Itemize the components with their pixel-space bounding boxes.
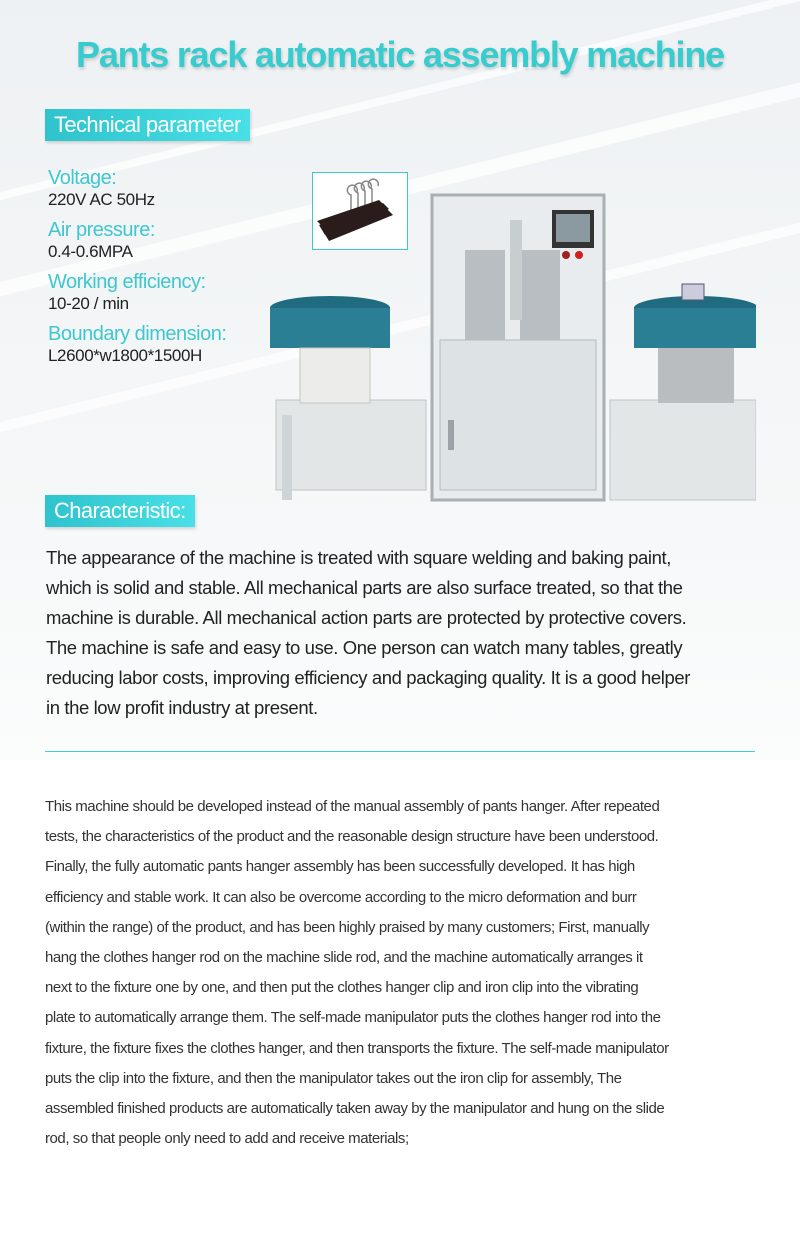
param-value: 220V AC 50Hz <box>48 190 155 209</box>
text-line: The machine is safe and easy to use. One person can watch many tables, greatly <box>46 637 683 658</box>
text-line: reducing labor costs, improving efficiency and packaging quality. It is a good helper <box>46 667 691 688</box>
param-label: Voltage: <box>48 167 117 189</box>
technical-parameter-heading: Technical parameter <box>45 109 250 141</box>
text-line: assembled finished products are automatically taken away by the manipulator and hung on the slide <box>45 1099 665 1117</box>
text-line: fixture, the fixture fixes the clothes hanger, and then transports the fixture. The self-made manipulator <box>45 1039 669 1057</box>
text-line: Finally, the fully automatic pants hanger assembly has been successfully developed. It has high <box>45 858 635 876</box>
divider <box>45 751 755 752</box>
text-line: tests, the characteristics of the product and the reasonable design structure have been understood. <box>45 828 659 846</box>
text-line: plate to automatically arrange them. The self-made manipulator puts the clothes hanger rod into the <box>45 1009 661 1027</box>
text-line: efficiency and stable work. It can also be overcome according to the micro deformation and burr <box>45 888 637 906</box>
text-line: which is solid and stable. All mechanical parts are also surface treated, so that the <box>46 577 683 598</box>
text-line: hang the clothes hanger rod on the machine slide rod, and the machine automatically arranges it <box>45 948 643 966</box>
param-value: 10-20 / min <box>48 294 129 313</box>
text-line: machine is durable. All mechanical action parts are protected by protective covers. <box>46 607 687 628</box>
text-line: (within the range) of the product, and has been highly praised by many customers; First, manually <box>45 918 650 936</box>
param-label: Air pressure: <box>48 219 155 241</box>
text-line: This machine should be developed instead of the manual assembly of pants hanger. After repeated <box>45 798 660 815</box>
text-line: puts the clip into the fixture, and then the manipulator takes out the iron clip for assembly, The <box>45 1069 622 1087</box>
param-value: 0.4-0.6MPA <box>48 242 133 261</box>
text-line: The appearance of the machine is treated with square welding and baking paint, <box>46 547 671 568</box>
param-value: L2600*w1800*1500H <box>48 346 202 365</box>
machine-image <box>270 190 756 508</box>
text-line: rod, so that people only need to add and receive materials; <box>45 1130 409 1148</box>
characteristic-heading: Characteristic: <box>45 495 195 527</box>
param-label: Boundary dimension: <box>48 323 227 345</box>
text-line: next to the fixture one by one, and then put the clothes hanger clip and iron clip into the vibrating <box>45 979 639 997</box>
characteristic-text <box>46 543 766 723</box>
param-label: Working efficiency: <box>48 271 206 293</box>
page-title: Pants rack automatic assembly machine <box>76 34 724 75</box>
text-line: in the low profit industry at present. <box>46 697 318 718</box>
description-text <box>45 792 760 1154</box>
